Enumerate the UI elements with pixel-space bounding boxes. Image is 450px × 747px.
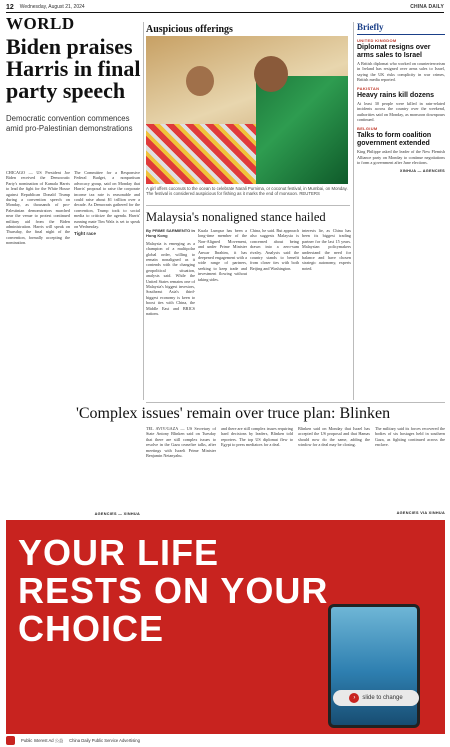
- footer-subtext: China Daily Public Service Advertising: [69, 738, 140, 743]
- lead-dek: Democratic convention commences amid pro-Palestinian demonstrations: [6, 114, 133, 133]
- brief-item[interactable]: BELGIUM Talks to form coalition government extended King Philippe asked the leader of the New Flemish Alliance party on Monday to continue negotiations to form a government after June elections.: [357, 126, 445, 165]
- story-divider: [146, 402, 445, 403]
- footer-text: Public Interest Ad 公益: [21, 738, 64, 743]
- slide-to-change-bar[interactable]: [333, 690, 419, 706]
- blinken-column-3: Blinken said on Monday that Israel has accepted the US proposal and that Hamas should now do the same, adding the window for a deal may be closing.: [298, 426, 370, 448]
- brief-item[interactable]: UNITED KINGDOM Diplomat resigns over arms sales to Israel A British diplomat who worked on counterterrorism in Ireland has resigned over arms sales to Israel, saying the UK risks complicity in war crimes, British media reported.: [357, 38, 445, 82]
- blinken-column-1: TEL AVIV/GAZA — US Secretary of State Antony Blinken said on Tuesday that there are still complex issues to resolve in the Gaza ceasefire talks, after meetings with Israeli Prime Minister Benjamin Netanyahu.: [146, 426, 216, 459]
- briefly-panel: [357, 22, 445, 173]
- malaysia-column-3: China, he said. But approach also suggests Malaysia is concerned about being drawn into a zero-sum rivalry. Analysts said the country stands to benefit from closer ties with both Beijing and Washington.: [250, 228, 299, 271]
- public-service-ad: [6, 520, 445, 734]
- photo-caption: A girl offers coconuts to the ocean to celebrate Narali Purnima, or coconut festival, in Mumbai, on Monday. The festival is considered auspicious for fishing as it marks the end of monsoon. REUTERS: [146, 186, 348, 197]
- malaysia-headline[interactable]: Malaysia's nonaligned stance hailed: [146, 210, 326, 224]
- logo-icon: [6, 736, 15, 745]
- story-divider: [146, 205, 350, 206]
- ad-footer: [6, 736, 444, 745]
- column-divider: [353, 22, 354, 400]
- blinken-headline[interactable]: 'Complex issues' remain over truce plan: Blinken: [76, 405, 391, 422]
- lead-headline[interactable]: Biden praises Harris in final party speech: [6, 34, 141, 103]
- briefly-agency: XINHUA — AGENCIES: [399, 169, 445, 174]
- lead-subhead: Tight race: [74, 231, 96, 237]
- issue-date: Wednesday, August 21, 2024: [19, 4, 85, 10]
- malaysia-column-1: By PRIME SARMIENTO in Hong Kong Malaysia is emerging as a champion of a multipolar global order, willing to remain nonaligned as it contends with the changing geopolitical situation, analysts said. While the United States remains one of Malaysia's biggest investors, Southeast Asia's third-biggest economy is keen to boost ties with China, the Middle East and BRICS nations.: [146, 228, 195, 317]
- ad-slogan: YOUR LIFE RESTS ON YOUR CHOICE: [18, 532, 329, 649]
- phone-illustration: [328, 604, 420, 728]
- blinken-column-2: and there are still complex issues requiring hard decisions by leaders, Blinken told reporters. The top US diplomat flew to Egypt to press mediators for a deal.: [221, 426, 293, 448]
- malaysia-column-4: interests lie, as China has been its biggest trading partner for the last 15 years. Malaysian policymakers understand the need for balance and have chosen strategic autonomy, experts noted.: [302, 228, 351, 271]
- malaysia-column-2: Kuala Lumpur has been a long-time member of the Non-Aligned Movement, and under Prime Minister Anwar Ibrahim, it has deepened engagement with a wide range of partners, seeking to keep trade and investment flowing without taking sides.: [198, 228, 247, 282]
- festival-photo: [146, 36, 348, 184]
- brief-item[interactable]: PAKISTAN Heavy rains kill dozens At least 30 people were killed in rain-related incidents across the country over the weekend, authorities said on Monday, as monsoon downpours continued.: [357, 86, 445, 123]
- blinken-column-4: The military said its forces recovered the bodies of six hostages held in southern Gaza, as fighting continued across the enclave.: [375, 426, 445, 448]
- briefly-title: Briefly: [357, 22, 445, 35]
- section-rule: [6, 12, 444, 13]
- lead-column-2: The Committee for a Responsive Federal Budget, a nonpartisan advocacy group, said on Monday that Harris' proposal to raise the corporate income tax rate is reasonable and could raise about $1 trillion over a decade. As Democrats gathered for the convention, Trump took to social media to criticize the agenda. Harris' running mate Tim Walz is set to speak on Wednesday. Tight race: [74, 170, 140, 237]
- arrow-icon: ›: [349, 693, 359, 703]
- lead-column-1: CHICAGO — US President Joe Biden received the Democratic Party's nomination of Kamala Harris to lead the fight for the White House against Republican Donald Trump during a convention speech on Monday, as thousands of pro-Palestinian demonstrators marched near the venue to protest continued military aid from the Biden administration. Harris will speak on Thursday, the final night of the convention, formally accepting the nomination.: [6, 170, 70, 246]
- slide-label: slide to change: [362, 695, 403, 701]
- section-title: WORLD: [6, 14, 75, 33]
- page-number: 12: [6, 3, 14, 11]
- masthead-bar: [6, 3, 444, 11]
- column-divider: [143, 22, 144, 400]
- malaysia-byline: By PRIME SARMIENTO in Hong Kong: [146, 228, 195, 239]
- photo-feature-heading: Auspicious offerings: [146, 24, 233, 35]
- paper-name: CHINA DAILY: [410, 4, 444, 10]
- lead-agency: AGENCIES — XINHUA: [94, 512, 140, 516]
- blinken-agency: AGENCIES VIA XINHUA: [396, 511, 445, 515]
